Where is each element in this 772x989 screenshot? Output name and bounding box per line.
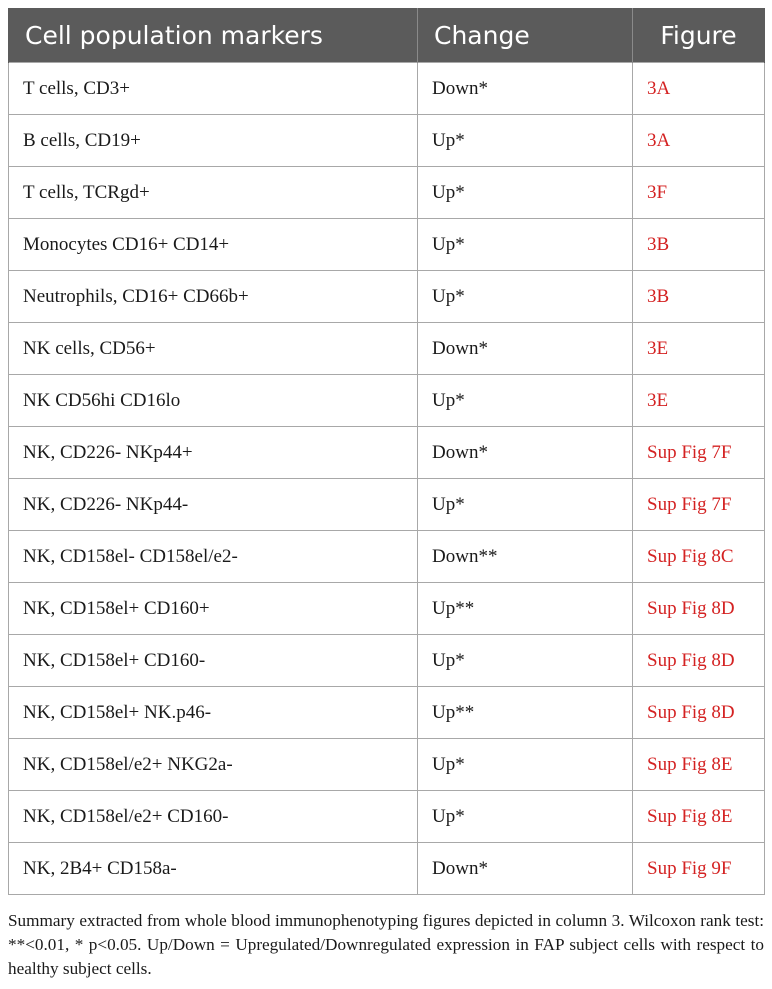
figure-ref-cell[interactable]: Sup Fig 8E	[633, 791, 765, 843]
table-row	[9, 427, 765, 479]
table-row	[9, 531, 765, 583]
figure-ref-cell[interactable]: Sup Fig 8C	[633, 531, 765, 583]
figure-ref-cell[interactable]: Sup Fig 8D	[633, 583, 765, 635]
table-row	[9, 63, 765, 115]
figure-ref-cell[interactable]: 3E	[633, 375, 765, 427]
figure-ref-cell[interactable]: Sup Fig 8D	[633, 635, 765, 687]
figure-ref-cell[interactable]: 3E	[633, 323, 765, 375]
change-cell: Down*	[418, 843, 633, 895]
figure-ref-cell[interactable]: 3F	[633, 167, 765, 219]
cell-population-cell: T cells, CD3+	[9, 63, 418, 115]
change-cell: Down*	[418, 63, 633, 115]
table-row	[9, 843, 765, 895]
table-row	[9, 479, 765, 531]
change-cell: Up*	[418, 635, 633, 687]
change-cell: Up*	[418, 167, 633, 219]
table-row	[9, 583, 765, 635]
change-cell: Up**	[418, 583, 633, 635]
figure-ref-cell[interactable]: Sup Fig 8E	[633, 739, 765, 791]
cell-population-cell: NK, CD158el- CD158el/e2-	[9, 531, 418, 583]
figure-ref-cell[interactable]: 3A	[633, 63, 765, 115]
table-row	[9, 739, 765, 791]
table-row	[9, 687, 765, 739]
cell-population-cell: B cells, CD19+	[9, 115, 418, 167]
change-cell: Up*	[418, 375, 633, 427]
table-row	[9, 219, 765, 271]
table-header-row	[9, 8, 765, 63]
figure-ref-cell[interactable]: 3B	[633, 271, 765, 323]
cell-population-cell: NK CD56hi CD16lo	[9, 375, 418, 427]
cell-population-cell: NK, CD226- NKp44+	[9, 427, 418, 479]
table-row	[9, 167, 765, 219]
cell-population-cell: NK, 2B4+ CD158a-	[9, 843, 418, 895]
cell-population-cell: NK, CD158el+ CD160-	[9, 635, 418, 687]
table-row	[9, 115, 765, 167]
change-cell: Up*	[418, 479, 633, 531]
header-figure: Figure	[633, 8, 765, 63]
cell-population-cell: NK cells, CD56+	[9, 323, 418, 375]
table-row	[9, 635, 765, 687]
figure-ref-cell[interactable]: Sup Fig 7F	[633, 427, 765, 479]
change-cell: Up*	[418, 739, 633, 791]
change-cell: Down**	[418, 531, 633, 583]
change-cell: Up*	[418, 791, 633, 843]
cell-population-cell: NK, CD226- NKp44-	[9, 479, 418, 531]
immunophenotyping-summary-table	[8, 8, 765, 895]
cell-population-cell: NK, CD158el+ NK.p46-	[9, 687, 418, 739]
header-change: Change	[418, 8, 633, 63]
cell-population-cell: T cells, TCRgd+	[9, 167, 418, 219]
table-row	[9, 271, 765, 323]
figure-ref-cell[interactable]: Sup Fig 7F	[633, 479, 765, 531]
change-cell: Up*	[418, 115, 633, 167]
change-cell: Down*	[418, 323, 633, 375]
table-caption: Summary extracted from whole blood immunophenotyping figures depicted in column 3. Wilcoxon rank test: **<0.01, * p<0.05. Up/Down = Upregulated/Downregulated expression in FAP subject cells with respect to healthy subject cells.	[8, 911, 764, 978]
cell-population-cell: NK, CD158el/e2+ NKG2a-	[9, 739, 418, 791]
figure-ref-cell[interactable]: Sup Fig 8D	[633, 687, 765, 739]
table-row	[9, 791, 765, 843]
table-row	[9, 323, 765, 375]
cell-population-cell: Neutrophils, CD16+ CD66b+	[9, 271, 418, 323]
cell-population-cell: NK, CD158el/e2+ CD160-	[9, 791, 418, 843]
table-row	[9, 375, 765, 427]
cell-population-cell: Monocytes CD16+ CD14+	[9, 219, 418, 271]
change-cell: Down*	[418, 427, 633, 479]
change-cell: Up*	[418, 219, 633, 271]
table-body	[9, 63, 765, 895]
figure-ref-cell[interactable]: 3B	[633, 219, 765, 271]
change-cell: Up**	[418, 687, 633, 739]
cell-population-cell: NK, CD158el+ CD160+	[9, 583, 418, 635]
figure-ref-cell[interactable]: 3A	[633, 115, 765, 167]
change-cell: Up*	[418, 271, 633, 323]
header-cell-population-markers: Cell population markers	[9, 8, 418, 63]
table-container	[8, 8, 764, 981]
figure-ref-cell[interactable]: Sup Fig 9F	[633, 843, 765, 895]
